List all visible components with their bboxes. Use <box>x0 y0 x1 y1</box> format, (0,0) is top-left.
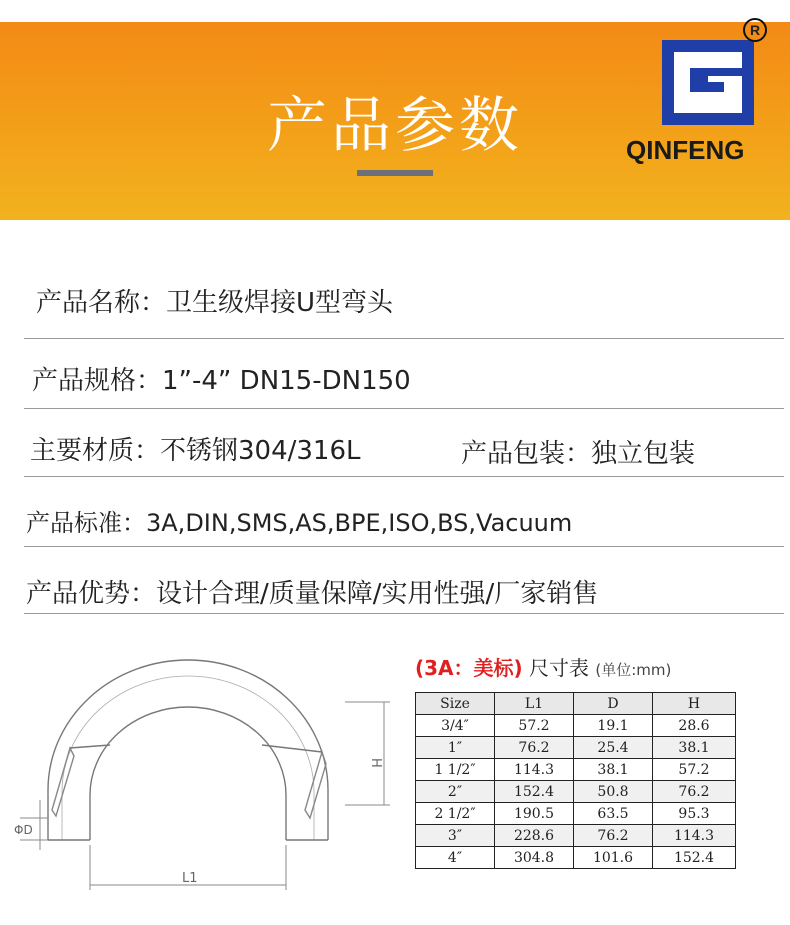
divider <box>24 408 784 409</box>
cell-d: 101.6 <box>574 847 653 869</box>
table-row <box>416 803 736 825</box>
divider <box>24 546 784 547</box>
cell-l1: 114.3 <box>495 759 574 781</box>
size-table-title <box>415 652 671 681</box>
cell-size: 2 1/2″ <box>416 803 495 825</box>
header-d: D <box>574 693 653 715</box>
divider <box>24 613 784 614</box>
header-h: H <box>653 693 736 715</box>
table-row <box>416 759 736 781</box>
cell-size: 3/4″ <box>416 715 495 737</box>
size-table-label: 尺寸表 <box>529 656 590 680</box>
cell-d: 76.2 <box>574 825 653 847</box>
registered-mark: R <box>743 18 767 42</box>
brand-name: QINFENG <box>626 135 745 165</box>
table-row <box>416 847 736 869</box>
cell-l1: 57.2 <box>495 715 574 737</box>
spec-product-name: 产品名称：卫生级焊接U型弯头 <box>36 288 394 318</box>
page-title: 产品参数 <box>267 91 523 161</box>
cell-size: 3″ <box>416 825 495 847</box>
spec-product-size: 产品规格：1”-4” DN15-DN150 <box>32 366 411 396</box>
table-row <box>416 737 736 759</box>
cell-l1: 228.6 <box>495 825 574 847</box>
u-bend-drawing <box>0 640 400 910</box>
cell-l1: 76.2 <box>495 737 574 759</box>
spec-packaging: 产品包装：独立包装 <box>461 439 696 469</box>
drawing-label-h: H <box>368 758 383 768</box>
cell-h: 76.2 <box>653 781 736 803</box>
table-row <box>416 715 736 737</box>
cell-l1: 304.8 <box>495 847 574 869</box>
cell-l1: 190.5 <box>495 803 574 825</box>
cell-d: 25.4 <box>574 737 653 759</box>
cell-h: 38.1 <box>653 737 736 759</box>
cell-d: 19.1 <box>574 715 653 737</box>
standard-label: (3A：美标) <box>415 656 523 680</box>
cell-l1: 152.4 <box>495 781 574 803</box>
cell-h: 152.4 <box>653 847 736 869</box>
size-table <box>415 692 736 869</box>
cell-h: 114.3 <box>653 825 736 847</box>
divider <box>24 338 784 339</box>
cell-size: 4″ <box>416 847 495 869</box>
spec-standard: 产品标准：3A,DIN,SMS,AS,BPE,ISO,BS,Vacuum <box>26 509 573 537</box>
drawing-label-l1: L1 <box>182 871 198 886</box>
cell-h: 28.6 <box>653 715 736 737</box>
divider <box>24 476 784 477</box>
cell-size: 2″ <box>416 781 495 803</box>
cell-d: 38.1 <box>574 759 653 781</box>
cell-size: 1″ <box>416 737 495 759</box>
cell-h: 95.3 <box>653 803 736 825</box>
table-header-row <box>416 693 736 715</box>
cell-h: 57.2 <box>653 759 736 781</box>
spec-advantage: 产品优势：设计合理/质量保障/实用性强/厂家销售 <box>26 579 599 609</box>
cell-size: 1 1/2″ <box>416 759 495 781</box>
table-row <box>416 781 736 803</box>
drawing-label-d: ΦD <box>14 823 33 837</box>
cell-d: 50.8 <box>574 781 653 803</box>
cell-d: 63.5 <box>574 803 653 825</box>
header-l1: L1 <box>495 693 574 715</box>
header-size: Size <box>416 693 495 715</box>
title-underline <box>357 170 433 176</box>
table-row <box>416 825 736 847</box>
spec-material: 主要材质：不锈钢304/316L <box>30 436 361 466</box>
unit-label: (单位:mm) <box>595 661 672 679</box>
